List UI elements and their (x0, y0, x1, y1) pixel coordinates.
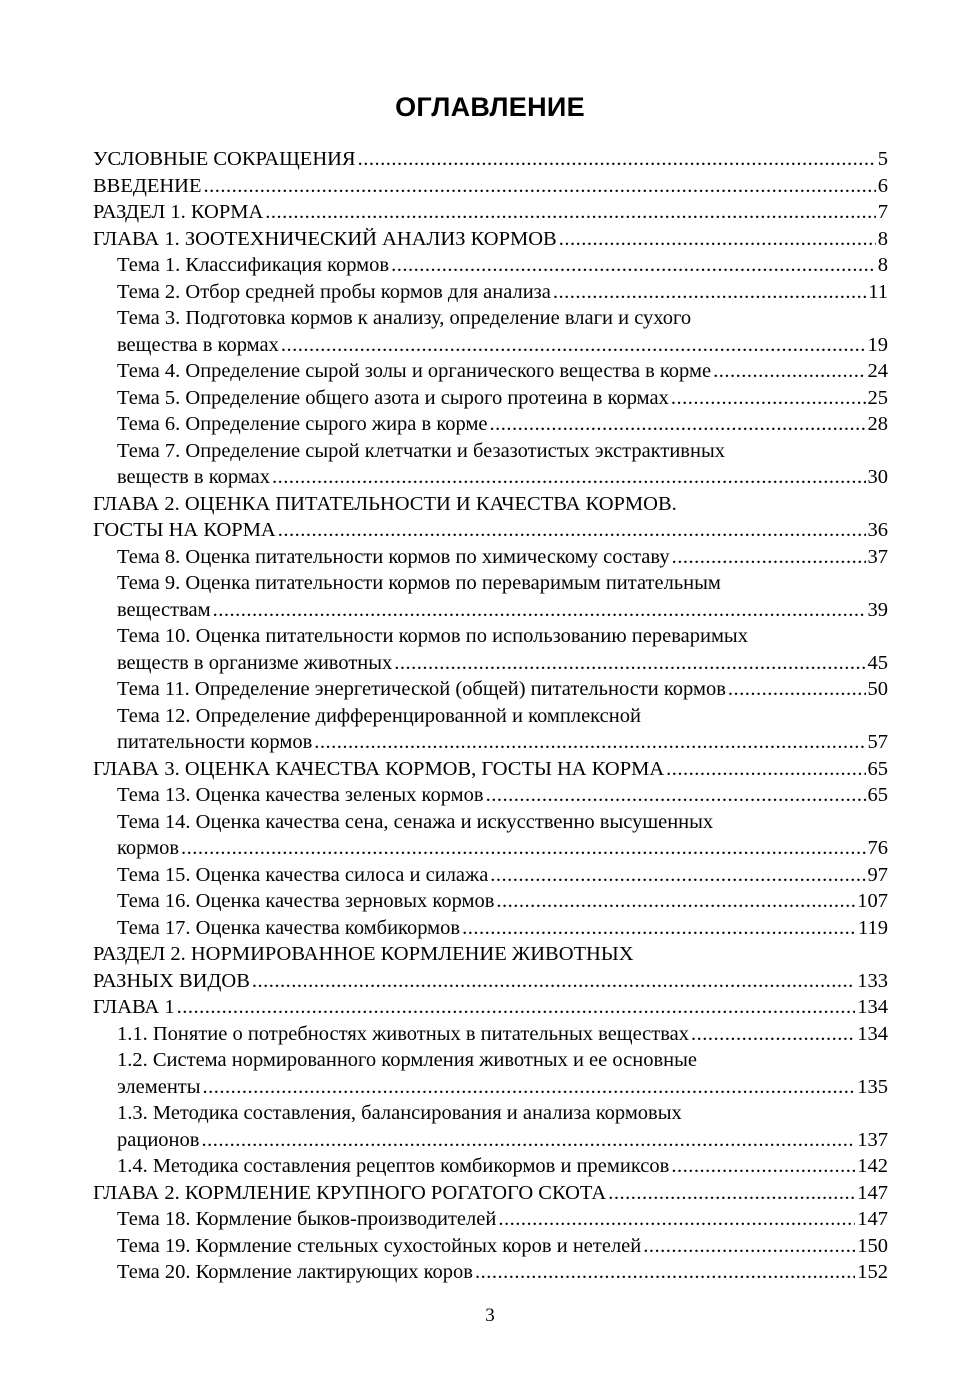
toc-entry-page: 50 (867, 678, 888, 700)
toc-entry-title-line: 1.3. Методика составления, балансирования и анализа кормовых (117, 1102, 682, 1124)
dot-leader (671, 385, 866, 412)
toc-entry (93, 544, 888, 571)
toc-entry-row (117, 915, 888, 942)
toc-entry-row (93, 1180, 888, 1207)
toc-entry-title: Тема 13. Оценка качества зеленых кормов (117, 784, 484, 806)
toc-entry (93, 279, 888, 306)
toc-entry-page: 152 (857, 1261, 888, 1283)
toc-entry (93, 252, 888, 279)
toc-entry-page: 19 (867, 333, 888, 356)
toc-entry-row (117, 597, 888, 624)
toc-entry-title: ГОСТЫ НА КОРМА (93, 519, 276, 541)
toc-entry-title: ВВЕДЕНИЕ (93, 174, 202, 197)
dot-leader (181, 835, 865, 862)
dot-leader (278, 517, 866, 544)
dot-leader (713, 358, 865, 385)
toc-entry-page: 57 (867, 731, 888, 753)
toc-entry-page: 5 (877, 148, 888, 170)
toc-entry-row (117, 279, 888, 306)
toc-entry-title: ГЛАВА 1 (93, 996, 175, 1018)
toc-entry-page: 97 (867, 863, 888, 886)
toc-entry-title: РАЗНЫХ ВИДОВ (93, 969, 250, 992)
dot-leader (475, 1259, 855, 1286)
dot-leader (559, 226, 876, 253)
toc-entry-row (117, 835, 888, 862)
toc-entry-row (117, 1259, 888, 1286)
dot-leader (643, 1233, 855, 1260)
toc-entry-title: ГЛАВА 2. КОРМЛЕНИЕ КРУПНОГО РОГАТОГО СКОТА (93, 1181, 607, 1204)
toc-entry-title: Тема 20. Кормление лактирующих коров (117, 1261, 473, 1283)
toc-entry-row (117, 676, 888, 703)
toc-entry-title: кормов (117, 837, 180, 859)
toc-entry (93, 1047, 888, 1100)
toc-entry-page: 134 (857, 1022, 888, 1045)
dot-leader (553, 279, 866, 306)
dot-leader (177, 994, 856, 1021)
toc-entry-title: Тема 19. Кормление стельных сухостойных коров и нетелей (117, 1234, 642, 1257)
page-title: ОГЛАВЛЕНИЕ (395, 92, 585, 122)
toc-entry (93, 941, 888, 994)
toc-entry-title: веществам (117, 598, 211, 621)
dot-leader (728, 676, 866, 703)
toc-entry (93, 226, 888, 253)
toc-entry-row (117, 252, 888, 279)
toc-entry-row (93, 994, 888, 1021)
toc-entry-title: 1.4. Методика составления рецептов комбикормов и премиксов (117, 1155, 670, 1177)
toc-entry (93, 888, 888, 915)
toc-entry-title-line: РАЗДЕЛ 2. НОРМИРОВАННОЕ КОРМЛЕНИЕ ЖИВОТНЫХ (93, 943, 634, 965)
toc-entry (93, 623, 888, 676)
dot-leader (265, 199, 875, 226)
toc-entry-row (93, 146, 888, 173)
toc-entry-title: Тема 2. Отбор средней пробы кормов для анализа (117, 280, 551, 303)
toc-entry-page: 76 (867, 837, 888, 859)
toc-entry (93, 1233, 888, 1260)
toc-entry (93, 1021, 888, 1048)
dot-leader (672, 544, 866, 571)
toc-entry-row (93, 173, 888, 200)
toc-entry-page: 8 (877, 254, 888, 276)
toc-entry (93, 146, 888, 173)
toc-entry-title: веществ в организме животных (117, 651, 393, 674)
toc-entry-title: Тема 8. Оценка питательности кормов по химическому составу (117, 545, 670, 568)
toc-entry-title: РАЗДЕЛ 1. КОРМА (93, 201, 264, 223)
dot-leader (201, 1127, 855, 1154)
dot-leader (486, 782, 866, 809)
toc-entry-row (117, 1127, 888, 1154)
toc-entry (93, 358, 888, 385)
dot-leader (498, 1206, 855, 1233)
toc-entry-row (117, 385, 888, 412)
toc-entry-row (117, 332, 888, 359)
toc-entry-title: питательности кормов (117, 731, 313, 753)
dot-leader (608, 1180, 855, 1207)
toc-entry-page: 135 (857, 1075, 888, 1098)
toc-entry-page: 39 (867, 598, 888, 621)
toc-entry-row (117, 862, 888, 889)
toc-entry-page: 142 (857, 1155, 888, 1177)
toc-entry (93, 570, 888, 623)
toc-entry (93, 491, 888, 544)
toc-entry-page: 65 (867, 784, 888, 806)
toc-entry-row (117, 358, 888, 385)
toc-entry-title: Тема 16. Оценка качества зерновых кормов (117, 890, 495, 912)
toc-entry-page: 11 (868, 280, 888, 303)
toc-entry-page: 28 (867, 413, 888, 435)
toc-entry-row (93, 517, 888, 544)
toc-entry (93, 1153, 888, 1180)
toc-entry-row (117, 411, 888, 438)
toc-entry (93, 782, 888, 809)
toc-entry-page: 137 (857, 1128, 888, 1151)
toc-entry-page: 36 (867, 519, 888, 541)
toc-entry-row (117, 729, 888, 756)
toc-entry-title: Тема 6. Определение сырого жира в корме (117, 413, 488, 435)
dot-leader (496, 888, 855, 915)
page-number: 3 (485, 1305, 495, 1326)
toc-entry-row (93, 968, 888, 995)
toc-entry (93, 703, 888, 756)
toc-entry-page: 107 (857, 890, 888, 912)
toc-entry-title: 1.1. Понятие о потребностях животных в питательных веществах (117, 1022, 689, 1045)
toc-entry-title-line: Тема 14. Оценка качества сена, сенажа и искусственно высушенных (117, 810, 714, 833)
toc-entry-page: 134 (857, 996, 888, 1018)
toc-entry-page: 7 (877, 201, 888, 223)
dot-leader (490, 411, 866, 438)
toc-entry-page: 30 (867, 466, 888, 488)
dot-leader (204, 173, 876, 200)
toc-entry (93, 1206, 888, 1233)
toc-entry (93, 199, 888, 226)
toc-entry (93, 994, 888, 1021)
toc-entry (93, 385, 888, 412)
toc-entry-title: Тема 1. Классификация кормов (117, 254, 390, 276)
dot-leader (666, 756, 865, 783)
toc-entry-row (117, 1206, 888, 1233)
toc-entry-title-line: Тема 10. Оценка питательности кормов по использованию переваримых (117, 625, 748, 647)
dot-leader (691, 1021, 855, 1048)
toc-entry (93, 173, 888, 200)
toc-entry-title: веществ в кормах (117, 466, 271, 488)
toc-entry-title: Тема 4. Определение сырой золы и органического вещества в корме (117, 360, 712, 382)
toc-entry-row (117, 888, 888, 915)
dot-leader (490, 862, 865, 889)
toc-entry (93, 676, 888, 703)
toc-entry-page: 45 (867, 651, 888, 674)
toc-entry (93, 809, 888, 862)
toc-entry-row (117, 650, 888, 677)
toc-entry (93, 862, 888, 889)
toc-entry-title: элементы (117, 1075, 201, 1098)
toc-entry-page: 8 (877, 227, 888, 250)
toc-entry-page: 147 (857, 1208, 888, 1230)
toc-entry-title-line: 1.2. Система нормированного кормления животных и ее основные (117, 1049, 697, 1071)
toc-entry-row (117, 1074, 888, 1101)
toc-entry (93, 305, 888, 358)
toc-entry-row (93, 199, 888, 226)
toc-entry-title-line: Тема 7. Определение сырой клетчатки и безазотистых экстрактивных (117, 439, 725, 462)
toc-entry-title: Тема 17. Оценка качества комбикормов (117, 916, 461, 939)
toc-entry-title: УСЛОВНЫЕ СОКРАЩЕНИЯ (93, 148, 356, 170)
toc-entry-row (117, 1021, 888, 1048)
dot-leader (213, 597, 866, 624)
toc-entry (93, 1180, 888, 1207)
toc-entry-title: Тема 11. Определение энергетической (общей) питательности кормов (117, 678, 726, 700)
dot-leader (203, 1074, 856, 1101)
toc-entry-page: 150 (857, 1234, 888, 1257)
toc-entry-title: Тема 18. Кормление быков-производителей (117, 1208, 497, 1230)
toc-entry-page: 24 (867, 360, 888, 382)
toc-entry-page: 147 (857, 1181, 888, 1204)
toc-entry-title: ГЛАВА 1. ЗООТЕХНИЧЕСКИЙ АНАЛИЗ КОРМОВ (93, 227, 557, 250)
dot-leader (314, 729, 865, 756)
toc-entry-row (93, 756, 888, 783)
toc-entry-page: 6 (877, 174, 888, 197)
toc-entry-title-line: Тема 3. Подготовка кормов к анализу, определение влаги и сухого (117, 307, 692, 329)
toc-entry-page: 25 (867, 386, 888, 409)
toc-entry-row (93, 226, 888, 253)
toc-entry-page: 37 (867, 545, 888, 568)
toc-entry (93, 915, 888, 942)
dot-leader (281, 332, 866, 359)
toc-entry (93, 756, 888, 783)
toc-entry-page: 133 (857, 969, 888, 992)
dot-leader (391, 252, 876, 279)
toc-entry-row (117, 464, 888, 491)
dot-leader (671, 1153, 855, 1180)
toc-entry-title-line: ГЛАВА 2. ОЦЕНКА ПИТАТЕЛЬНОСТИ И КАЧЕСТВА КОРМОВ. (93, 492, 677, 515)
toc-entry-page: 65 (867, 757, 888, 780)
toc-entry-title: Тема 5. Определение общего азота и сырого протеина в кормах (117, 386, 669, 409)
dot-leader (358, 146, 876, 173)
toc-entry-row (117, 1153, 888, 1180)
toc-entry-title: рационов (117, 1128, 200, 1151)
dot-leader (394, 650, 865, 677)
toc-entry-title-line: Тема 12. Определение дифференцированной и комплексной (117, 704, 641, 727)
dot-leader (252, 968, 855, 995)
toc-entry-title-line: Тема 9. Оценка питательности кормов по переваримым питательным (117, 572, 721, 594)
dot-leader (462, 915, 856, 942)
toc-entry (93, 1100, 888, 1153)
toc-entry (93, 438, 888, 491)
toc-entry-title: вещества в кормах (117, 333, 279, 356)
toc-entry-title: ГЛАВА 3. ОЦЕНКА КАЧЕСТВА КОРМОВ, ГОСТЫ НА КОРМА (93, 757, 665, 780)
dot-leader (272, 464, 865, 491)
toc-entry (93, 1259, 888, 1286)
toc-entry-row (117, 544, 888, 571)
toc-entry-title: Тема 15. Оценка качества силоса и силажа (117, 863, 489, 886)
toc-entry-row (117, 782, 888, 809)
toc-entry (93, 411, 888, 438)
toc-entry-page: 119 (858, 916, 888, 939)
table-of-contents (93, 146, 888, 1286)
toc-entry-row (117, 1233, 888, 1260)
